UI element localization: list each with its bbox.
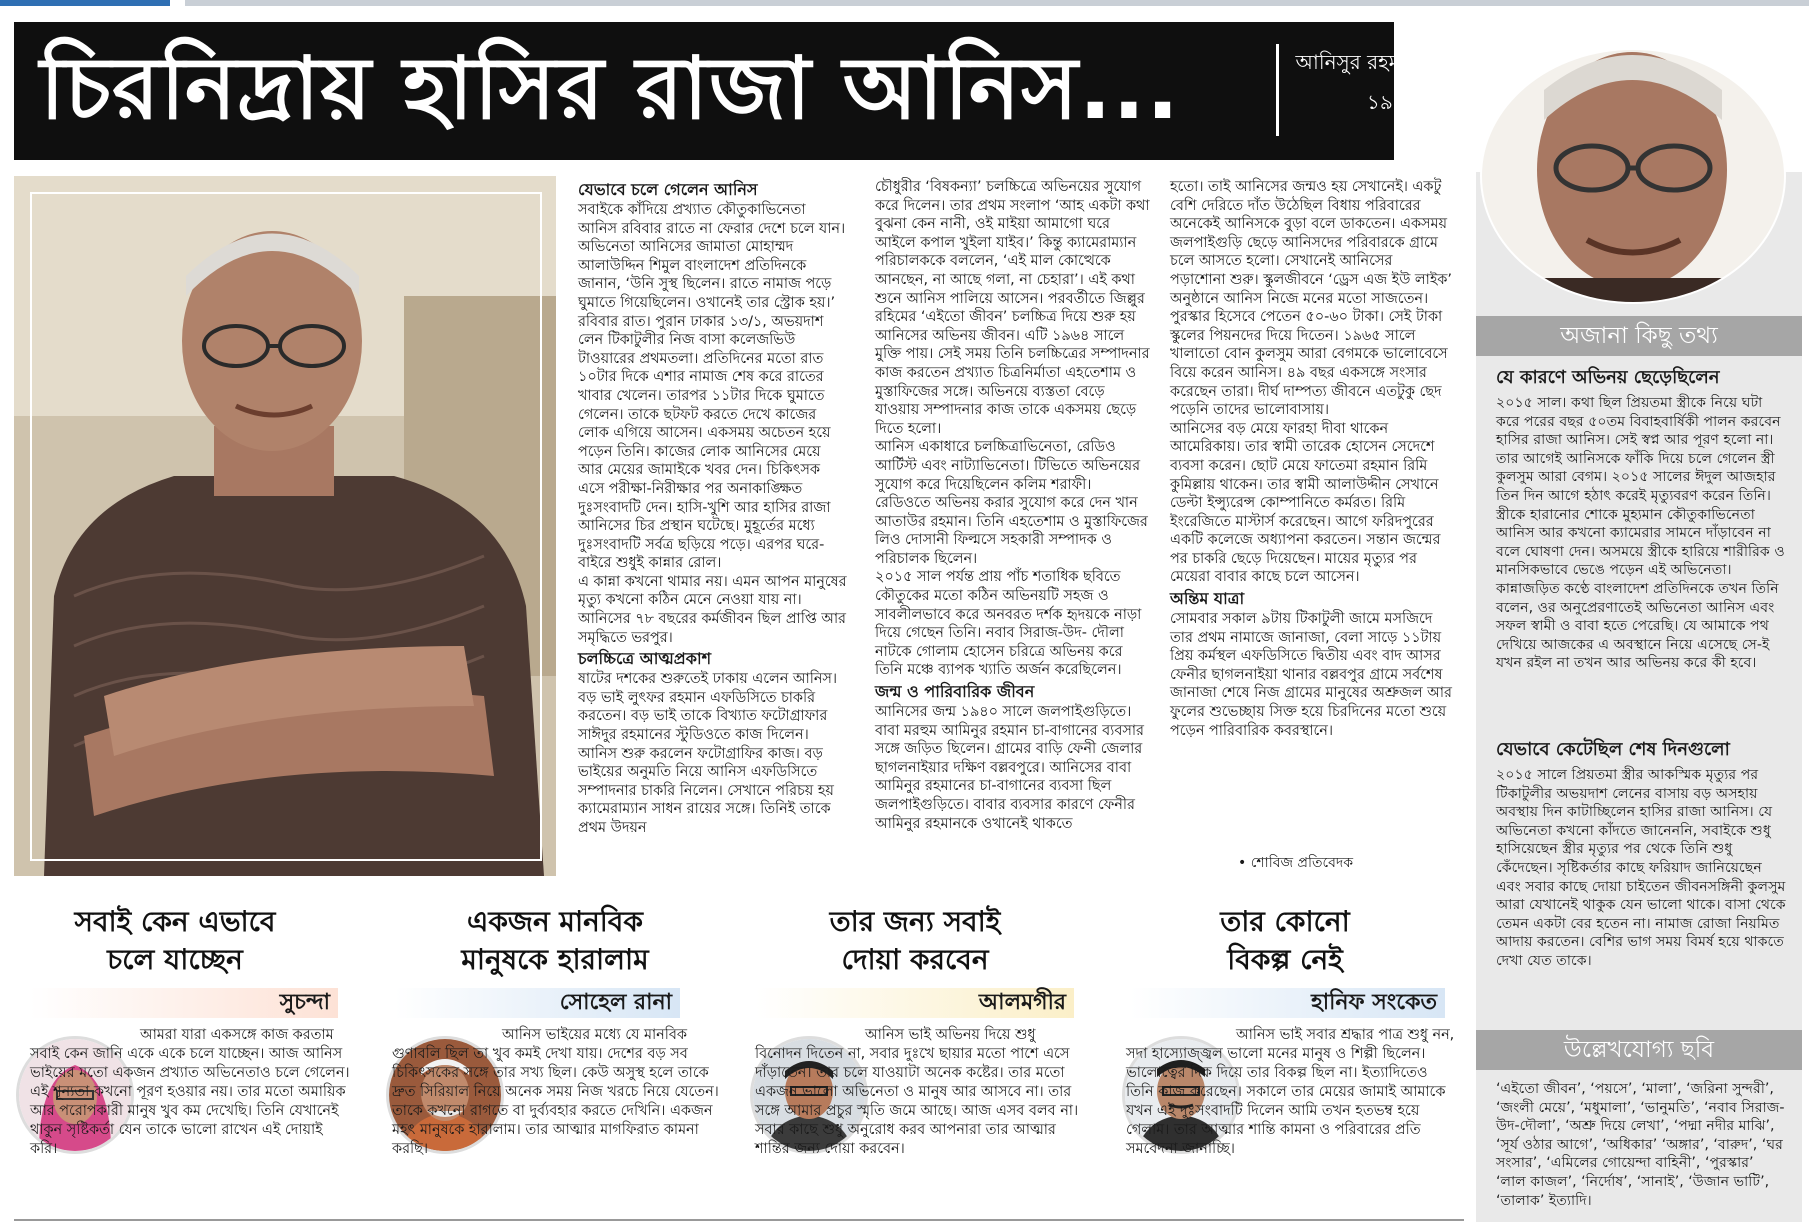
tribute-author: সুচন্দা xyxy=(30,988,338,1018)
article-column-1 xyxy=(578,178,848,838)
profile-name: আনিসুর রহমান আনিস xyxy=(1295,50,1478,74)
section-heading: চলচ্চিত্রে আত্মপ্রকাশ xyxy=(578,649,712,669)
bottom-rule xyxy=(14,1219,1464,1221)
tribute-author: আলমগীর xyxy=(756,988,1074,1018)
section-heading: জন্ম ও পারিবারিক জীবন xyxy=(875,682,1035,702)
paragraph: রবিবার রাত। পুরান ঢাকার ১৩/১, অভয়দাশ লেন টিকাটুলীর নিজ বাসা কলেজভিউ টাওয়ারের প্রথমতলা। প্রতিদিনের মতো রাত ১০টার দিকে এশার নামাজ শেষ করে রাতের খাবার খেলেন। তারপর ১১টার দিকে ঘুমাতে গেলেন। তাকে ছটফট করতে দেখে কাজের লোক এগিয়ে আসেন। একসময় অচেতন হয়ে পড়েন তিনি। কাজের লোক আনিসের মেয়ে আর মেয়ের জামাইকে খবর দেন। চিকিৎসক এসে পরীক্ষা-নিরীক্ষার পর অনাকাঙ্ক্ষিত দুঃসংবাদটি দেন। হাসি-খুশি আর হাসির রাজা আনিসের চির প্রস্থান ঘটেছে। মুহূর্তের মধ্যে দুঃসংবাদটি সর্বত্র ছড়িয়ে পড়ে। এরপর ঘরে-বাইরে শুধুই কান্নার রোল। xyxy=(578,313,831,572)
article-column-3 xyxy=(1170,178,1452,740)
tribute-text: আনিস ভাই অভিনয় দিয়ে শুধু বিনোদন দিতেন না, সবার দুঃখে ছায়ার মতো পাশে এসে দাঁড়াতেন। তার চলে যাওয়াটা অনেক কষ্টের। তার মতো একজন ভালো অভিনেতা ও মানুষ আর আসবে না। তার সঙ্গে আমার প্রচুর স্মৃতি জমে আছে। আজ এসব বলব না। সবার কাছে শুধু অনুরোধ করব আপনারা তার আত্মার শান্তির জন্য দোয়া করবেন। xyxy=(755,1027,1079,1157)
tribute-heading: তার জন্য সবাই দোয়া করবেন xyxy=(829,905,1001,976)
profile-box xyxy=(1276,44,1494,136)
paragraph: আনিস একাধারে চলচ্চিত্রাভিনেতা, রেডিও আর্টিস্ট এবং নাট্যাভিনেতা। টিভিতে অভিনয়ের সুযোগ করে দিয়েছিলেন কলিম শরাফী। রেডিওতে অভিনয় করার সুযোগ করে দেন খান আতাউর রহমান। তিনি এহতেশাম ও মুস্তাফিজের লিও দোসানী ফিল্মসে সহকারী সম্পাদক ও পরিচালক ছিলেন। xyxy=(875,439,1148,567)
paragraph: হতো। তাই আনিসের জন্মও হয় সেখানেই। একটু বেশি দেরিতে দাঁত উঠেছিল বিধায় পরিবারের অনেকেই আনিসকে বুড়া বলে ডাকতেন। একসময় জলপাইগুড়ি ছেড়ে আনিসদের পরিবারকে গ্রামে চলে আসতে হলো। সেখানেই আনিসের পড়াশোনা শুরু। স্কুলজীবনে ‘ড্রেস এজ ইউ লাইক’ অনুষ্ঠানে আনিস নিজে মনের মতো সাজতেন। পুরস্কার হিসেবে পেতেন ৫০-৬০ টাকা। সেই টাকা স্কুলের পিয়নদের দিয়ে দিতেন। ১৯৬৫ সালে খালাতো বোন কুলসুম আরা বেগমকে ভালোবেসে বিয়ে করেন আনিস। ৪৯ বছর একসঙ্গে সংসার করেছেন তারা। দীর্ঘ দাম্পত্য জীবনে এতটুকু ছেদ পড়েনি তাদের ভালোবাসায়। xyxy=(1170,179,1452,419)
paragraph: সবাইকে কাঁদিয়ে প্রখ্যাত কৌতুকাভিনেতা আনিস রবিবার রাতে না ফেরার দেশে চলে যান। অভিনেতা আনিসের জামাতা মোহাম্মদ আলাউদ্দিন শিমুল বাংলাদেশ প্রতিদিনকে জানান, ‘উনি সুস্থ ছিলেন। রাতে নামাজ পড়ে ঘুমাতে গিয়েছিলেন। ওখানেই তার স্ট্রোক হয়।’ xyxy=(578,202,846,311)
headline: চিরনিদ্রায় হাসির রাজা আনিস... xyxy=(40,39,1180,139)
sidebar-paragraph: ২০১৫ সাল। কথা ছিল প্রিয়তমা স্ত্রীকে নিয়ে ঘটা করে পরের বছর ৫০তম বিবাহবার্ষিকী পালন করবেন হাসির রাজা আনিস। সেই স্বপ্ন আর পূরণ হলো না। তার আগেই আনিসকে ফাঁকি দিয়ে চলে গেলেন স্ত্রী কুলসুম আরা বেগম। ২০১৫ সালের ঈদুল আজহার তিন দিন আগে হঠাৎ করেই মৃত্যুবরণ করেন তিনি। স্ত্রীকে হারানোর শোকে মুহ্যমান কৌতুকাভিনেতা আনিস আর কখনো ক্যামেরার সামনে দাঁড়াবেন না বলে ঘোষণা দেন। অসময়ে স্ত্রীকে হারিয়ে শারীরিক ও মানসিকভাবে ভেঙে পড়েন এই অভিনেতা। কান্নাজড়িত কণ্ঠে বাংলাদেশ প্রতিদিনকে তখন তিনি বলেন, ওর অনুপ্রেরণাতেই অভিনেতা আনিস এবং সফল স্বামী ও বাবা হতে পেরেছি। যে আমাকে পথ দেখিয়ে আজকের এ অবস্থানে নিয়ে এসেছে সে-ই যখন রইল না তখন আর অভিনয় করে কী হবে। xyxy=(1496,395,1785,672)
paragraph: সোমবার সকাল ৯টায় টিকাটুলী জামে মসজিদে তার প্রথম নামাজে জানাজা, বেলা সাড়ে ১১টায় প্রিয় কর্মস্থল এফডিসিতে দ্বিতীয় এবং বাদ আসর ফেনীর ছাগলনাইয়া থানার বল্লবপুর গ্রামে সর্বশেষ জানাজা শেষে নিজ গ্রামের মানুষের অশ্রুজল আর ফুলের শুভেচ্ছায় সিক্ত হয়ে চিরদিনের মতো শুয়ে পড়েন পারিবারিক কবরস্থানে। xyxy=(1170,611,1452,739)
film-list xyxy=(1496,1080,1786,1210)
round-portrait xyxy=(1482,50,1784,302)
paragraph: চৌধুরীর ‘বিষকন্যা’ চলচ্চিত্রে অভিনয়ের সুযোগ করে দিলেন। তার প্রথম সংলাপ ‘আহ একটা কথা বুঝনা কেন নানী, ওই মাইয়া আমাগো ঘরে আইলে কপাল খুইলা যাইব।’ কিন্তু ক্যামেরাম্যান পরিচালককে বললেন, ‘এই মাল কোত্থেকে আনছেন, না আছে গলা, না চেহারা’। এই কথা শুনে আনিস পালিয়ে আসেন। পরবর্তীতে জিল্লুর রহিমের ‘এইতো জীবন’ চলচ্চিত্র দিয়ে শুরু হয় আনিসের অভিনয় জীবন। এটি ১৯৬৪ সালে মুক্তি পায়। সেই সময় তিনি চলচ্চিত্রের সম্পাদনার কাজ করতেন প্রখ্যাত চিত্রনির্মাতা এহতেশাম ও মুস্তাফিজের সঙ্গে। অভিনয়ে ব্যস্ততা বেড়ে যাওয়ায় সম্পাদনার কাজ তাকে একসময় ছেড়ে দিতে হলো। xyxy=(875,179,1150,437)
profile-years: ১৯৪০-২০১৯ xyxy=(1366,90,1478,114)
paragraph: আনিসের বড় মেয়ে ফারহা দীবা থাকেন আমেরিকায়। তার স্বামী তারেক হোসেন সেদেশে ব্যবসা করেন। ছোট মেয়ে ফাতেমা রহমান রিমি কুমিল্লায় থাকেন। তার স্বামী আলাউদ্দীন সেখানে ডেল্টা ইন্স্যুরেন্স কোম্পানিতে কর্মরত। রিমি ইংরেজিতে মাস্টার্স করেছেন। আগে ফরিদপুরের একটি কলেজে অধ্যাপনা করতেন। সন্তান জন্মের পর চাকরি ছেড়ে দিয়েছেন। মায়ের মৃত্যুর পর মেয়েরা বাবার কাছে চলে আসেন। xyxy=(1170,420,1441,586)
sidebar-section-1 xyxy=(1496,366,1786,673)
main-photo xyxy=(14,176,556,876)
sidebar-subheading: যে কারণে অভিনয় ছেড়েছিলেন xyxy=(1496,367,1720,388)
article-column-2 xyxy=(875,178,1150,833)
tribute-heading: সবাই কেন এভাবে চলে যাচ্ছেন xyxy=(74,905,276,976)
top-strip xyxy=(0,0,1809,6)
tribute-author: সোহেল রানা xyxy=(395,988,680,1018)
paragraph: এ কান্না কখনো থামার নয়। এমন আপন মানুষের মৃত্যু কখনো কঠিন মেনে নেওয়া যায় না। আনিসের ৭৮ বছরের কর্মজীবন ছিল প্রাপ্তি আর সমৃদ্ধিতে ভরপুর। xyxy=(578,573,847,646)
tribute-text: আমরা যারা একসঙ্গে কাজ করতাম সবাই কেন জানি একে একে চলে যাচ্ছেন। আজ আনিস ভাইয়ের মতো একজন প্রখ্যাত অভিনেতাও চলে গেলেন। এই শূন্যতা কখনো পূরণ হওয়ার নয়। তার মতো অমায়িক আর পরোপকারী মানুষ খুব কম দেখেছি। তিনি যেখানেই থাকুন সৃষ্টিকর্তা যেন তাকে ভালো রাখেন এই দোয়াই করি। xyxy=(30,1027,350,1157)
sidebar-paragraph: ২০১৫ সালে প্রিয়তমা স্ত্রীর আকস্মিক মৃত্যুর পর টিকাটুলীর অভয়দাশ লেনের বাসায় বড় অসহায় অবস্থায় দিন কাটাচ্ছিলেন হাসির রাজা আনিস। যে অভিনেতা কখনো কাঁদতে জানেননি, সবাইকে শুধু হাসিয়েছেন স্ত্রীর মৃত্যুর পর থেকে তিনি শুধু কেঁদেছেন। সৃষ্টিকর্তার কাছে ফরিয়াদ জানিয়েছেন এবং সবার কাছে দোয়া চাইতেন জীবনসঙ্গিনী কুলসুম আরা যেখানেই থাকুক যেন ভালো থাকে। বাসা থেকে তেমন একটা বের হতেন না। নামাজ রোজা নিয়মিত আদায় করতেন। বেশির ভাগ সময় বিমর্ষ হয়ে থাকতে দেখা যেত তাকে। xyxy=(1496,767,1786,969)
film-list-text: ‘এইতো জীবন’, ‘পয়সে’, ‘মালা’, ‘জরিনা সুন্দরী’, ‘জংলী মেয়ে’, ‘মধুমালা’, ‘ভানুমতি’, ‘নবাব সিরাজ-উদ-দৌলা’, ‘অশ্রু দিয়ে লেখা’, ‘পদ্মা নদীর মাঝি’, ‘সূর্য ওঠার আগে’, ‘অধিকার’ ‘অঙ্গার’, ‘বারুদ’, ‘ঘর সংসার’, ‘এমিলের গোয়েন্দা বাহিনী’, ‘পুরস্কার’ ‘লাল কাজল’, ‘নির্দোষ’, ‘সানাই’, ‘উজান ভাটি’, ‘তালাক’ ইত্যাদি। xyxy=(1496,1081,1785,1209)
tribute-text: আনিস ভাইয়ের মধ্যে যে মানবিক গুণাবলি ছিল তা খুব কমই দেখা যায়। দেশের বড় সব চিকিৎসকের সঙ্গে তার সখ্য ছিল। কেউ অসুস্থ হলে তাকে দ্রুত সিরিয়াল নিয়ে অনেক সময় নিজ খরচে নিয়ে যেতেন। তাকে কখনো রাগতে বা দুর্ব্যবহার করতে দেখিনি। একজন মহৎ মানুষকে হারালাম। তার আত্মার মাগফিরাত কামনা করছি। xyxy=(392,1027,719,1157)
section-heading: অন্তিম যাত্রা xyxy=(1170,589,1245,609)
sidebar-heading-unknown-facts: অজানা কিছু তথ্য xyxy=(1476,316,1802,356)
tribute-author: হানিফ সংকেত xyxy=(1130,988,1445,1018)
sidebar-section-2 xyxy=(1496,738,1786,971)
paragraph: ২০১৫ সাল পর্যন্ত প্রায় পাঁচ শতাধিক ছবিতে কৌতুকের মতো কঠিন অভিনয়টি সহজ ও সাবলীলভাবে করে অনবরত দর্শক হৃদয়কে নাড়া দিয়ে গেছেন তিনি। নবাব সিরাজ-উদ- দৌলা নাটকে গোলাম হোসেন চরিত্রে অভিনয় করে তিনি মঞ্চে ব্যাপক খ্যাতি অর্জন করেছিলেন। xyxy=(875,569,1142,679)
byline: • শোবিজ প্রতিবেদক xyxy=(1238,855,1354,871)
sidebar-heading-notable-films: উল্লেখযোগ্য ছবি xyxy=(1476,1030,1802,1070)
paragraph: ষাটের দশকের শুরুতেই ঢাকায় এলেন আনিস। বড় ভাই লুৎফর রহমান এফডিসিতে চাকরি করতেন। বড় ভাই তাকে বিখ্যাত ফটোগ্রাফার সাঈদুর রহমানের স্টুডিওতে কাজ দিলেন। আনিস শুরু করলেন ফটোগ্রাফির কাজ। বড় ভাইয়ের অনুমতি নিয়ে আনিস এফডিসিতে সম্পাদনার চাকরি নিলেন। সেখানে পরিচয় হয় ক্যামেরাম্যান সাধন রায়ের সঙ্গে। তিনিই তাকে প্রথম উদয়ন xyxy=(578,671,838,836)
section-heading: যেভাবে চলে গেলেন আনিস xyxy=(578,180,758,199)
tribute-text: আনিস ভাই সবার শ্রদ্ধার পাত্র শুধু নন, সদা হাস্যোজ্জ্বল ভালো মনের মানুষ ও শিল্পী ছিলেন। ভালোত্বের দিক দিয়ে তার বিকল্প ছিল না। ইত্যাদিতেও তিনি কাজ করেছেন। সকালে তার মেয়ের জামাই আমাকে যখন এই দুঃসংবাদটি দিলেন আমি তখন হতভম্ব হয়ে গেলাম। তার আত্মার শান্তি কামনা ও পরিবারের প্রতি সমবেদনা জানাচ্ছি। xyxy=(1126,1027,1455,1157)
paragraph: আনিসের জন্ম ১৯৪০ সালে জলপাইগুড়িতে। বাবা মরহুম আমিনুর রহমান চা-বাগানের ব্যবসার সঙ্গে জড়িত ছিলেন। গ্রামের বাড়ি ফেনী জেলার ছাগলনাইয়ার দক্ষিণ বল্লবপুরে। আনিসের বাবা আমিনুর রহমানের চা-বাগানের ব্যবসা ছিল জলপাইগুড়িতে। বাবার ব্যবসার কারণে ফেনীর আমিনুর রহমানকে ওখানেই থাকতে xyxy=(875,704,1144,832)
sidebar-subheading: যেভাবে কেটেছিল শেষ দিনগুলো xyxy=(1496,739,1730,760)
tribute-heading: তার কোনো বিকল্প নেই xyxy=(1220,905,1350,976)
tribute-heading: একজন মানবিক মানুষকে হারালাম xyxy=(461,905,649,976)
